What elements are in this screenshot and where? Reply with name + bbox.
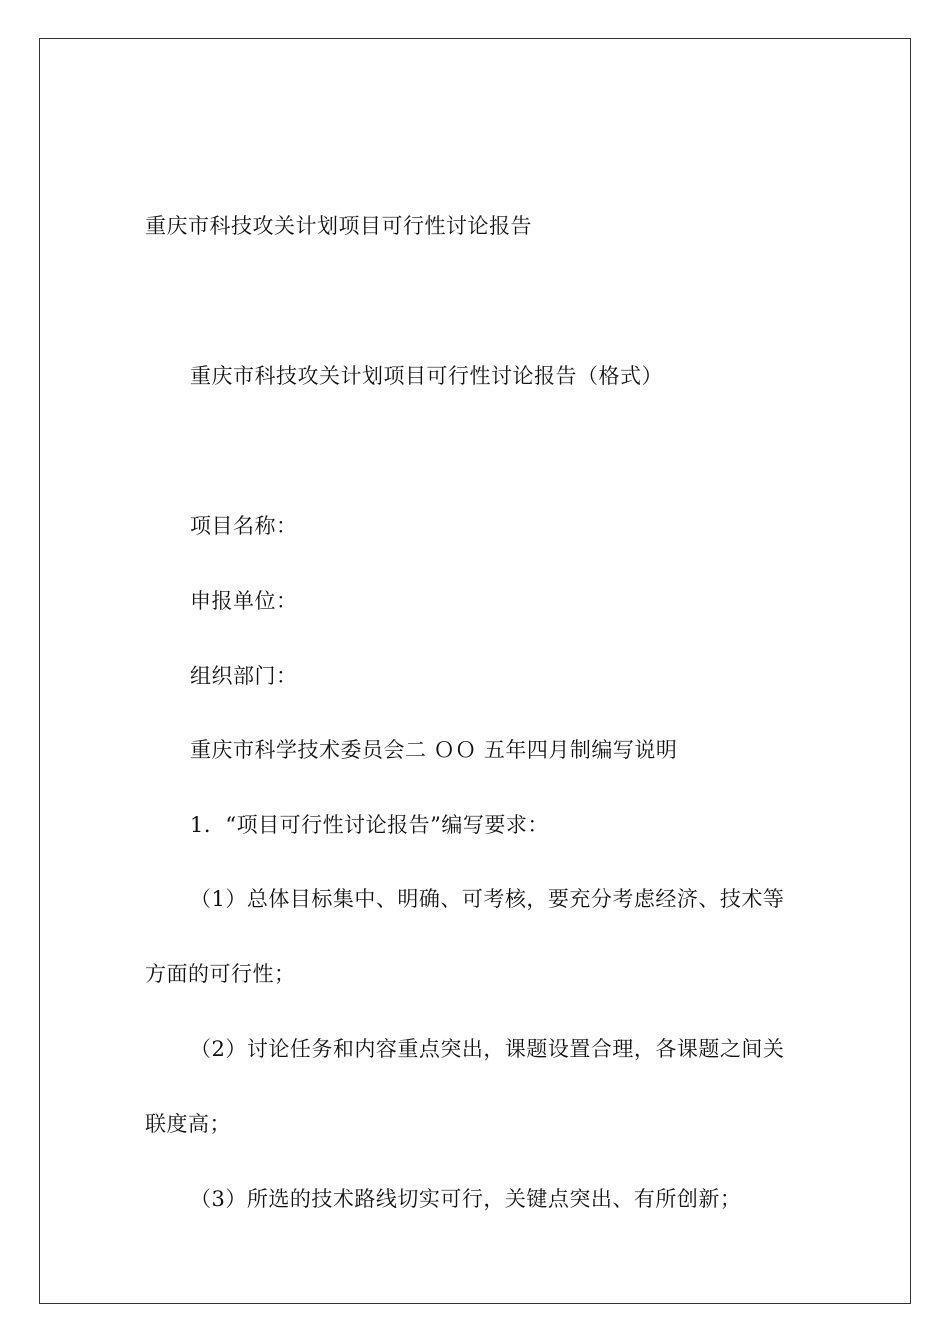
document-subtitle: 重庆市科技攻关计划项目可行性讨论报告（格式） (190, 364, 663, 388)
item-3-line-1: （3）所选的技术路线切实可行，关键点突出、有所创新； (190, 1187, 742, 1211)
issuer-line: 重庆市科学技术委员会二 ＯＯ 五年四月制编写说明 (190, 738, 678, 762)
field-project-name: 项目名称： (190, 514, 298, 538)
document-title: 重庆市科技攻关计划项目可行性讨论报告 (145, 214, 532, 238)
field-applicant-unit: 申报单位： (190, 589, 298, 613)
section-1-heading: 1．“项目可行性讨论报告”编写要求： (190, 813, 549, 837)
item-1-line-1: （1）总体目标集中、明确、可考核，要充分考虑经济、技术等 (190, 887, 785, 911)
item-2-line-1: （2）讨论任务和内容重点突出，课题设置合理，各课题之间关 (190, 1037, 785, 1061)
item-1-line-2: 方面的可行性； (145, 962, 296, 986)
field-organizing-department: 组织部门： (190, 664, 298, 688)
item-2-line-2: 联度高； (145, 1112, 231, 1136)
